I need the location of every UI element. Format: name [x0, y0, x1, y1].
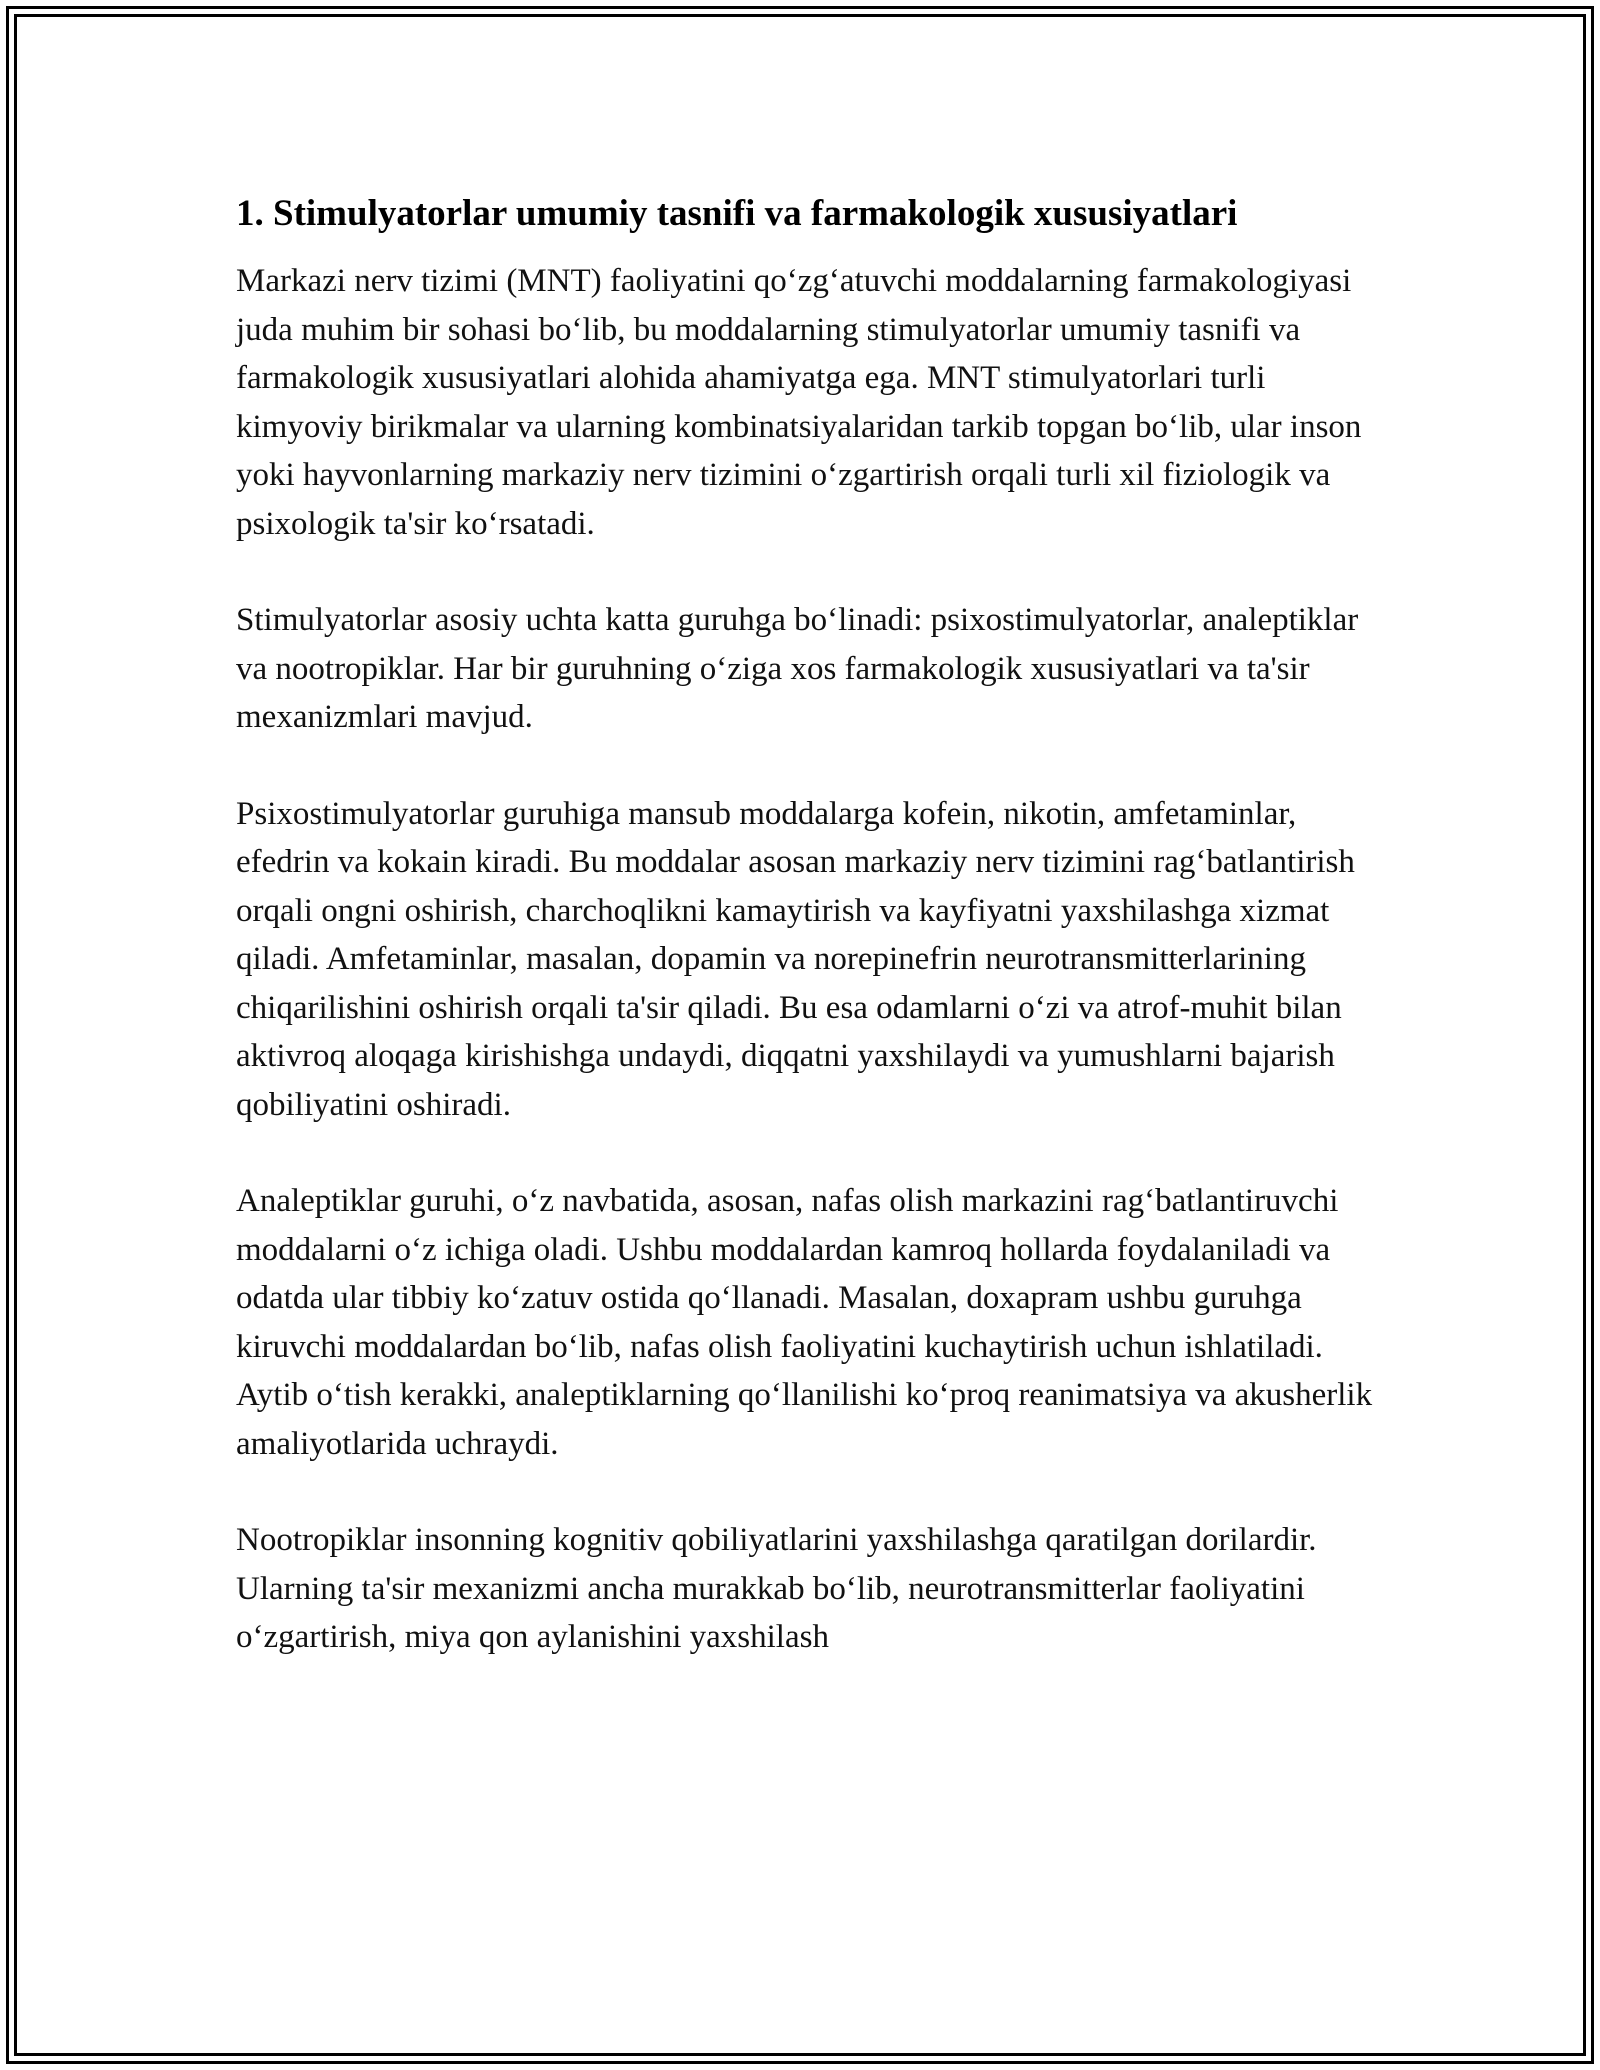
paragraph-intro: Markazi nerv tizimi (MNT) faoliyatini qo‘zg‘atuvchi moddalarning farmakologiyasi juda muhim bir sohasi bo‘lib, bu moddalarning stimulyatorlar umumiy tasnifi va farmakologik xususiyatlari alohida ahamiyatga ega. MNT stimulyatorlari turli kimyoviy birikmalar va ularning kombinatsiyalaridan tarkib topgan bo‘lib, ular inson yoki hayvonlarning markaziy nerv tizimini o‘zgartirish orqali turli xil fiziologik va psixologik ta'sir ko‘rsatadi. [236, 263, 1362, 542]
document-body [236, 186, 1376, 1710]
paragraph-groups: Stimulyatorlar asosiy uchta katta guruhga bo‘linadi: psixostimulyatorlar, analeptiklar va nootropiklar. Har bir guruhning o‘ziga xos farmakologik xususiyatlari va ta'sir mexanizmlari mavjud. [236, 602, 1359, 735]
paragraph-analeptics: Analeptiklar guruhi, o‘z navbatida, asosan, nafas olish markazini rag‘batlantiruvchi moddalarni o‘z ichiga oladi. Ushbu moddalardan kamroq hollarda foydalaniladi va odatda ular tibbiy ko‘zatuv ostida qo‘llanadi. Masalan, doxapram ushbu guruhga kiruvchi moddalardan bo‘lib, nafas olish faoliyatini kuchaytirish uchun ishlatiladi. Aytib o‘tish kerakki, analeptiklarning qo‘llanilishi ko‘proq reanimatsiya va akusherlik amaliyotlarida uchraydi. [236, 1183, 1373, 1462]
paragraph-psychostimulants: Psixostimulyatorlar guruhiga mansub moddalarga kofein, nikotin, amfetaminlar, efedrin va kokain kiradi. Bu moddalar asosan markaziy nerv tizimini rag‘batlantirish orqali ongni oshirish, charchoqlikni kamaytirish va kayfiyatni yaxshilashga xizmat qiladi. Amfetaminlar, masalan, dopamin va norepinefrin neurotransmitterlarining chiqarilishini oshirish orqali ta'sir qiladi. Bu esa odamlarni o‘zi va atrof-muhit bilan aktivroq aloqaga kirishishga undaydi, diqqatni yaxshilaydi va yumushlarni bajarish qobiliyatini oshiradi. [236, 795, 1355, 1123]
section-heading: 1. Stimulyatorlar umumiy tasnifi va farmakologik xususiyatlari [236, 193, 1238, 234]
paragraph-nootropics: Nootropiklar insonning kognitiv qobiliyatlarini yaxshilashga qaratilgan dorilardir. Ularning ta'sir mexanizmi ancha murakkab bo‘lib, neurotransmitterlar faoliyatini o‘zgartirish, miya qon aylanishini yaxshilash [236, 1522, 1317, 1655]
